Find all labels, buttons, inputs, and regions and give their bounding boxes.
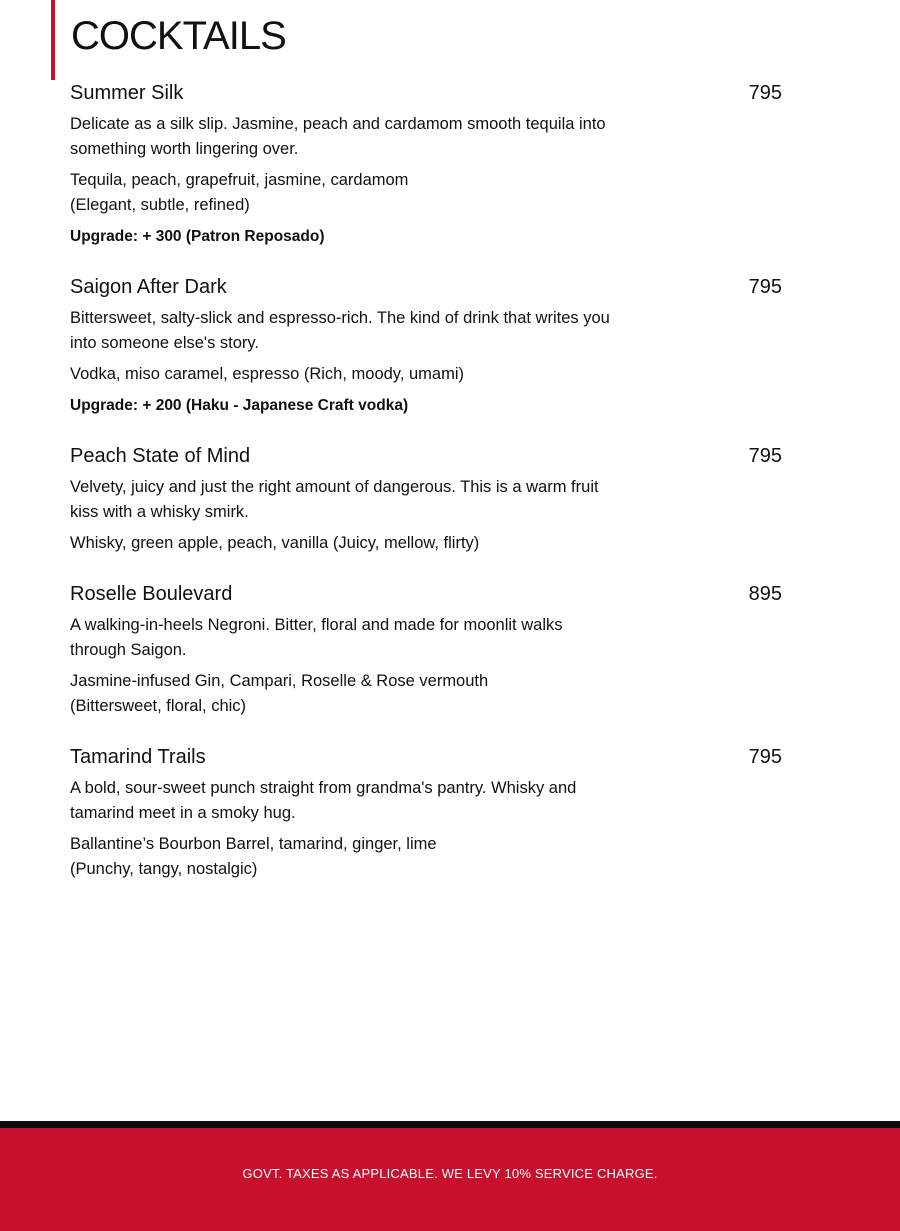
item-header xyxy=(70,78,782,108)
item-header xyxy=(70,742,782,772)
title-accent-bar xyxy=(51,0,55,80)
ingredients-text: Ballantine’s Bourbon Barrel, tamarind, ginger, lime xyxy=(70,835,437,853)
ingredients-text: Whisky, green apple, peach, vanilla (Juicy, mellow, flirty) xyxy=(70,534,480,552)
item-name: Tamarind Trails xyxy=(70,746,206,768)
tasting-notes: (Bittersweet, floral, chic) xyxy=(70,697,247,715)
item-price: 795 xyxy=(748,276,782,298)
item-name: Roselle Boulevard xyxy=(70,583,233,605)
item-upgrade: Upgrade: + 200 (Haku - Japanese Craft vodka) xyxy=(70,397,409,414)
item-price: 895 xyxy=(748,583,782,605)
ingredients-text: Jasmine-infused Gin, Campari, Roselle & Rose vermouth xyxy=(70,672,489,690)
footer-rule xyxy=(0,1121,900,1128)
item-description: A bold, sour-sweet punch straight from grandma's pantry. Whisky and tamarind meet in a smoky hug. xyxy=(70,779,577,822)
menu-item-summer-silk xyxy=(70,78,782,249)
menu-item-roselle-boulevard xyxy=(70,579,782,719)
footer-band xyxy=(0,1128,900,1231)
item-price: 795 xyxy=(748,746,782,768)
item-header xyxy=(70,441,782,471)
item-price: 795 xyxy=(748,82,782,104)
ingredients-text: Vodka, miso caramel, espresso (Rich, moody, umami) xyxy=(70,365,464,383)
menu-item-tamarind-trails xyxy=(70,742,782,882)
service-charge-note: GOVT. TAXES AS APPLICABLE. WE LEVY 10% SERVICE CHARGE. xyxy=(242,1166,658,1181)
tasting-notes: (Elegant, subtle, refined) xyxy=(70,196,250,214)
item-ingredients xyxy=(70,669,615,719)
item-description: Bittersweet, salty-slick and espresso-rich. The kind of drink that writes you into someone else's story. xyxy=(70,309,610,352)
menu-item-saigon-after-dark xyxy=(70,272,782,418)
item-ingredients xyxy=(70,168,615,218)
tasting-notes: (Punchy, tangy, nostalgic) xyxy=(70,860,258,878)
item-description: A walking-in-heels Negroni. Bitter, floral and made for moonlit walks through Saigon. xyxy=(70,616,563,659)
item-header xyxy=(70,272,782,302)
ingredients-text: Tequila, peach, grapefruit, jasmine, cardamom xyxy=(70,171,409,189)
item-ingredients xyxy=(70,362,615,387)
item-description: Velvety, juicy and just the right amount of dangerous. This is a warm fruit kiss with a whisky smirk. xyxy=(70,478,599,521)
menu-item-peach-state-of-mind xyxy=(70,441,782,556)
item-name: Saigon After Dark xyxy=(70,276,227,298)
item-upgrade: Upgrade: + 300 (Patron Reposado) xyxy=(70,228,325,245)
item-ingredients xyxy=(70,832,615,882)
item-name: Summer Silk xyxy=(70,82,184,104)
item-ingredients xyxy=(70,531,615,556)
cocktail-menu xyxy=(70,78,782,905)
item-header xyxy=(70,579,782,609)
item-description: Delicate as a silk slip. Jasmine, peach and cardamom smooth tequila into something worth lingering over. xyxy=(70,115,606,158)
item-price: 795 xyxy=(748,445,782,467)
item-name: Peach State of Mind xyxy=(70,445,251,467)
page-title: COCKTAILS xyxy=(71,14,286,58)
